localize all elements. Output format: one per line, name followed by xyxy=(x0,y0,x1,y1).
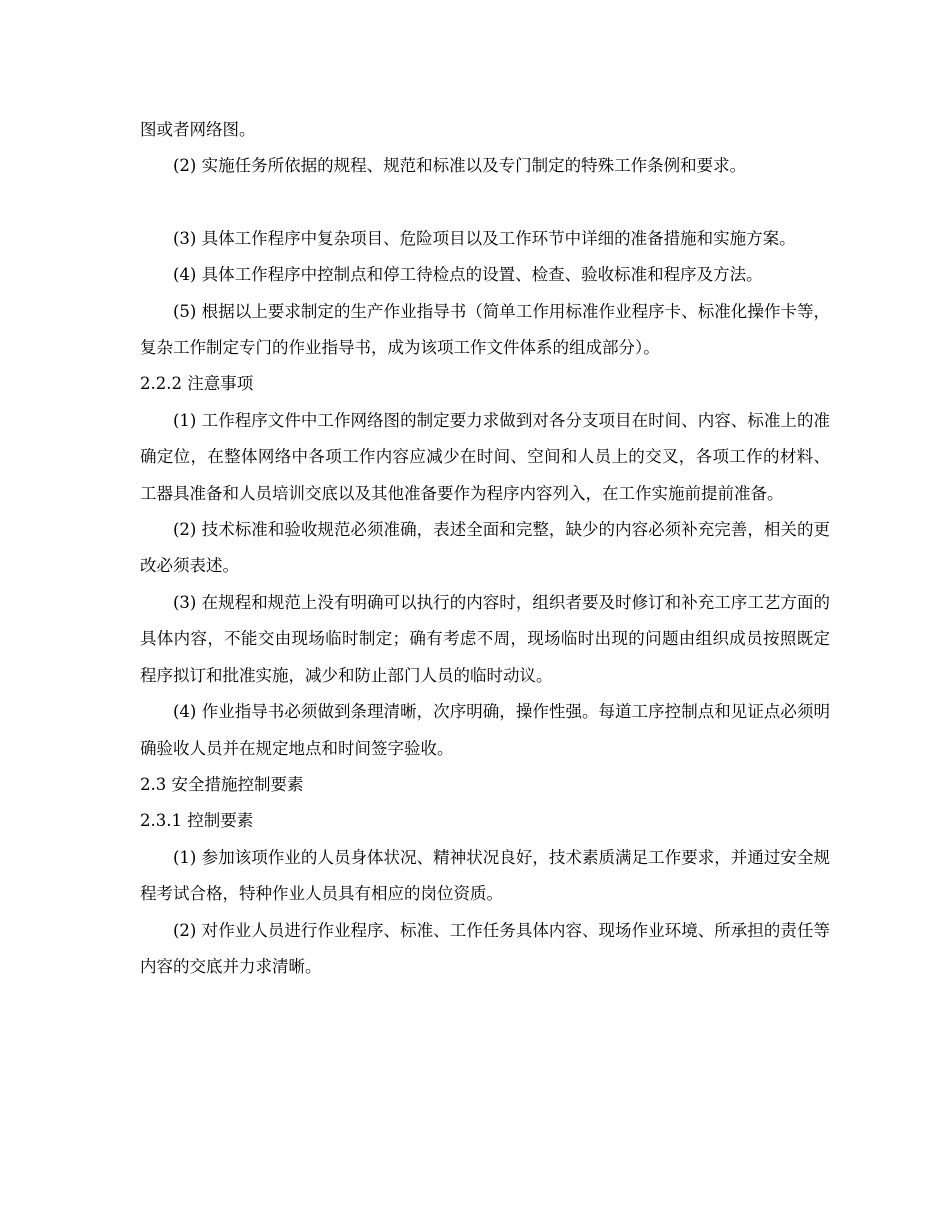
paragraph-item-1: (1) 工作程序文件中工作网络图的制定要力求做到对各分支项目在时间、内容、标准上的准确定位，在整体网络中各项工作内容应减少在时间、空间和人员上的交叉，各项工作的材料、工器具准备和人员培训交底以及其他准备要作为程序内容列入，在工作实施前提前准备。 xyxy=(140,410,830,503)
section-heading-2-3: 2.3 安全措施控制要素 xyxy=(140,774,304,794)
paragraph-item-2: (2) 实施任务所依据的规程、规范和标准以及专门制定的特殊工作条例和要求。 xyxy=(173,156,747,176)
paragraph-item-2: (2) 对作业人员进行作业程序、标准、工作任务具体内容、现场作业环境、所承担的责任等内容的交底并力求清晰。 xyxy=(140,920,830,976)
paragraph-gap xyxy=(140,185,830,221)
section-heading-2-3-1: 2.3.1 控制要素 xyxy=(140,811,254,831)
paragraph-item-3: (3) 在规程和规范上没有明确可以执行的内容时，组织者要及时修订和补充工序工艺方面的具体内容，不能交由现场临时制定；确有考虑不周，现场临时出现的问题由组织成员按照既定程序拟订和批准实施，减少和防止部门人员的临时动议。 xyxy=(140,592,830,685)
paragraph-item-3: (3) 具体工作程序中复杂项目、危险项目以及工作环节中详细的准备措施和实施方案。 xyxy=(173,228,796,248)
paragraph-item-4: (4) 作业指导书必须做到条理清晰，次序明确，操作性强。每道工序控制点和见证点必须明确验收人员并在规定地点和时间签字验收。 xyxy=(140,702,830,758)
paragraph-item-5: (5) 根据以上要求制定的生产作业指导书（简单工作用标准作业程序卡、标准化操作卡等，复杂工作制定专门的作业指导书，成为该项工作文件体系的组成部分）。 xyxy=(140,301,830,358)
section-heading-2-2-2: 2.2.2 注意事项 xyxy=(140,374,254,394)
document-page xyxy=(140,112,830,985)
paragraph-item-4: (4) 具体工作程序中控制点和停工待检点的设置、检查、验收标准和程序及方法。 xyxy=(173,265,763,285)
paragraph-item-1: (1) 参加该项作业的人员身体状况、精神状况良好，技术素质满足工作要求，并通过安全规程考试合格，特种作业人员具有相应的岗位资质。 xyxy=(140,847,830,904)
paragraph-item-2: (2) 技术标准和验收规范必须准确，表述全面和完整，缺少的内容必须补充完善，相关的更改必须表述。 xyxy=(140,520,830,576)
paragraph-continuation: 图或者网络图。 xyxy=(140,120,256,139)
